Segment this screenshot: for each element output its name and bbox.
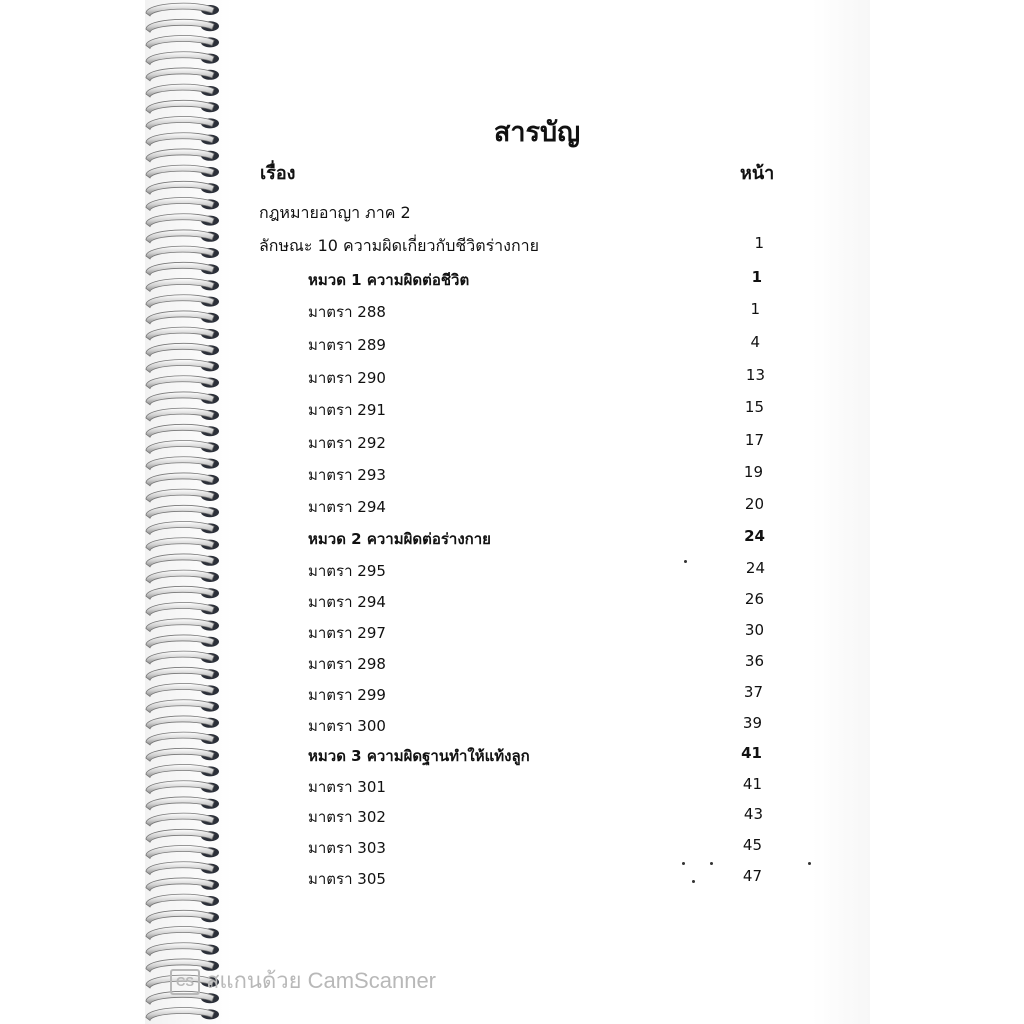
toc-entry-label: หมวด 2 ความผิดต่อร่างกาย bbox=[308, 530, 491, 548]
toc-entry bbox=[0, 559, 1024, 583]
toc-entry-label: มาตรา 294 bbox=[308, 498, 386, 516]
toc-entry-label: มาตรา 293 bbox=[308, 466, 386, 484]
toc-entry-page: 1 bbox=[751, 268, 762, 286]
page-title: สารบัญ bbox=[493, 117, 581, 148]
toc-entry-label: ลักษณะ 10 ความผิดเกี่ยวกับชีวิตร่างกาย bbox=[259, 236, 540, 255]
binding-coil bbox=[146, 943, 214, 956]
toc-entry bbox=[0, 431, 1024, 455]
toc-entry bbox=[0, 775, 1024, 799]
toc-entry-page: 37 bbox=[743, 683, 763, 701]
camscanner-logo-icon: CS bbox=[170, 969, 200, 995]
toc-entry-page: 1 bbox=[754, 234, 764, 252]
toc-entry bbox=[0, 683, 1024, 707]
toc-entry bbox=[0, 463, 1024, 487]
toc-entry bbox=[0, 201, 1024, 225]
binding-coil bbox=[146, 19, 214, 32]
toc-entry-page: 19 bbox=[743, 463, 763, 481]
toc-entry bbox=[0, 234, 1024, 258]
binding-coil bbox=[146, 3, 214, 16]
toc-entry-label: หมวด 3 ความผิดฐานทำให้แท้งลูก bbox=[308, 747, 530, 765]
toc-entry-label: มาตรา 300 bbox=[308, 717, 386, 735]
watermark-text: สแกนด้วย CamScanner bbox=[206, 968, 437, 993]
toc-entry-label: มาตรา 305 bbox=[308, 870, 386, 888]
binding-coil bbox=[146, 36, 214, 49]
toc-entry bbox=[0, 366, 1024, 390]
toc-entry bbox=[0, 744, 1024, 768]
toc-entry bbox=[0, 268, 1024, 292]
toc-entry-page: 1 bbox=[750, 300, 760, 318]
toc-entry-page: 24 bbox=[744, 527, 765, 545]
toc-entry bbox=[0, 621, 1024, 645]
binding-coil bbox=[146, 84, 214, 97]
camscanner-watermark bbox=[170, 963, 436, 998]
binding-coil bbox=[146, 52, 214, 65]
toc-entry bbox=[0, 652, 1024, 676]
toc-entry bbox=[0, 527, 1024, 551]
binding-coil bbox=[146, 894, 214, 907]
column-header-page: หน้า bbox=[740, 163, 775, 184]
toc-entry-page: 15 bbox=[744, 398, 764, 416]
toc-entry-label: มาตรา 297 bbox=[308, 624, 386, 642]
scan-speck bbox=[808, 862, 811, 865]
toc-entry bbox=[0, 333, 1024, 357]
binding-coil bbox=[146, 1008, 214, 1021]
toc-entry-label: มาตรา 299 bbox=[308, 686, 386, 704]
toc-entry-page: 20 bbox=[744, 495, 764, 513]
toc-entry bbox=[0, 495, 1024, 519]
toc-entry-page: 45 bbox=[742, 836, 762, 854]
toc-entry-label: หมวด 1 ความผิดต่อชีวิต bbox=[308, 271, 470, 289]
binding-coil bbox=[146, 165, 214, 178]
toc-entry-label: มาตรา 291 bbox=[308, 401, 386, 419]
toc-entry-page: 41 bbox=[741, 744, 762, 762]
toc-entry-label: มาตรา 294 bbox=[308, 593, 386, 611]
scan-speck bbox=[692, 880, 695, 883]
toc-entry bbox=[0, 805, 1024, 829]
toc-entry-page: 30 bbox=[744, 621, 764, 639]
toc-entry bbox=[0, 714, 1024, 738]
toc-entry-label: มาตรา 302 bbox=[308, 808, 386, 826]
toc-entry-page: 36 bbox=[744, 652, 764, 670]
toc-entry-page: 13 bbox=[745, 366, 765, 384]
toc-entry-page: 41 bbox=[742, 775, 762, 793]
toc-entry bbox=[0, 867, 1024, 891]
binding-coil bbox=[146, 910, 214, 923]
binding-coil bbox=[146, 927, 214, 940]
toc-entry-page: 17 bbox=[744, 431, 764, 449]
toc-entry-label: มาตรา 298 bbox=[308, 655, 386, 673]
toc-entry-page: 24 bbox=[745, 559, 765, 577]
scan-speck bbox=[684, 560, 687, 563]
toc-entry-label: มาตรา 290 bbox=[308, 369, 386, 387]
toc-entry-label: มาตรา 288 bbox=[308, 303, 386, 321]
toc-entry bbox=[0, 590, 1024, 614]
toc-entry-label: กฎหมายอาญา ภาค 2 bbox=[259, 203, 411, 222]
toc-entry-page: 4 bbox=[750, 333, 760, 351]
toc-entry-page: 39 bbox=[742, 714, 762, 732]
toc-entry-page: 26 bbox=[744, 590, 764, 608]
toc-entry-label: มาตรา 295 bbox=[308, 562, 386, 580]
binding-coil bbox=[146, 181, 214, 194]
column-header-topic: เรื่อง bbox=[260, 163, 296, 184]
toc-entry bbox=[0, 300, 1024, 324]
toc-entry-label: มาตรา 289 bbox=[308, 336, 386, 354]
toc-entry-label: มาตรา 292 bbox=[308, 434, 386, 452]
toc-entry bbox=[0, 836, 1024, 860]
toc-entry-label: มาตรา 301 bbox=[308, 778, 386, 796]
toc-entry-page: 43 bbox=[743, 805, 763, 823]
scan-speck bbox=[710, 862, 713, 865]
toc-entry-label: มาตรา 303 bbox=[308, 839, 386, 857]
scan-speck bbox=[682, 862, 685, 865]
toc-entry-page: 47 bbox=[742, 867, 762, 885]
toc-entry bbox=[0, 398, 1024, 422]
binding-coil bbox=[146, 68, 214, 81]
